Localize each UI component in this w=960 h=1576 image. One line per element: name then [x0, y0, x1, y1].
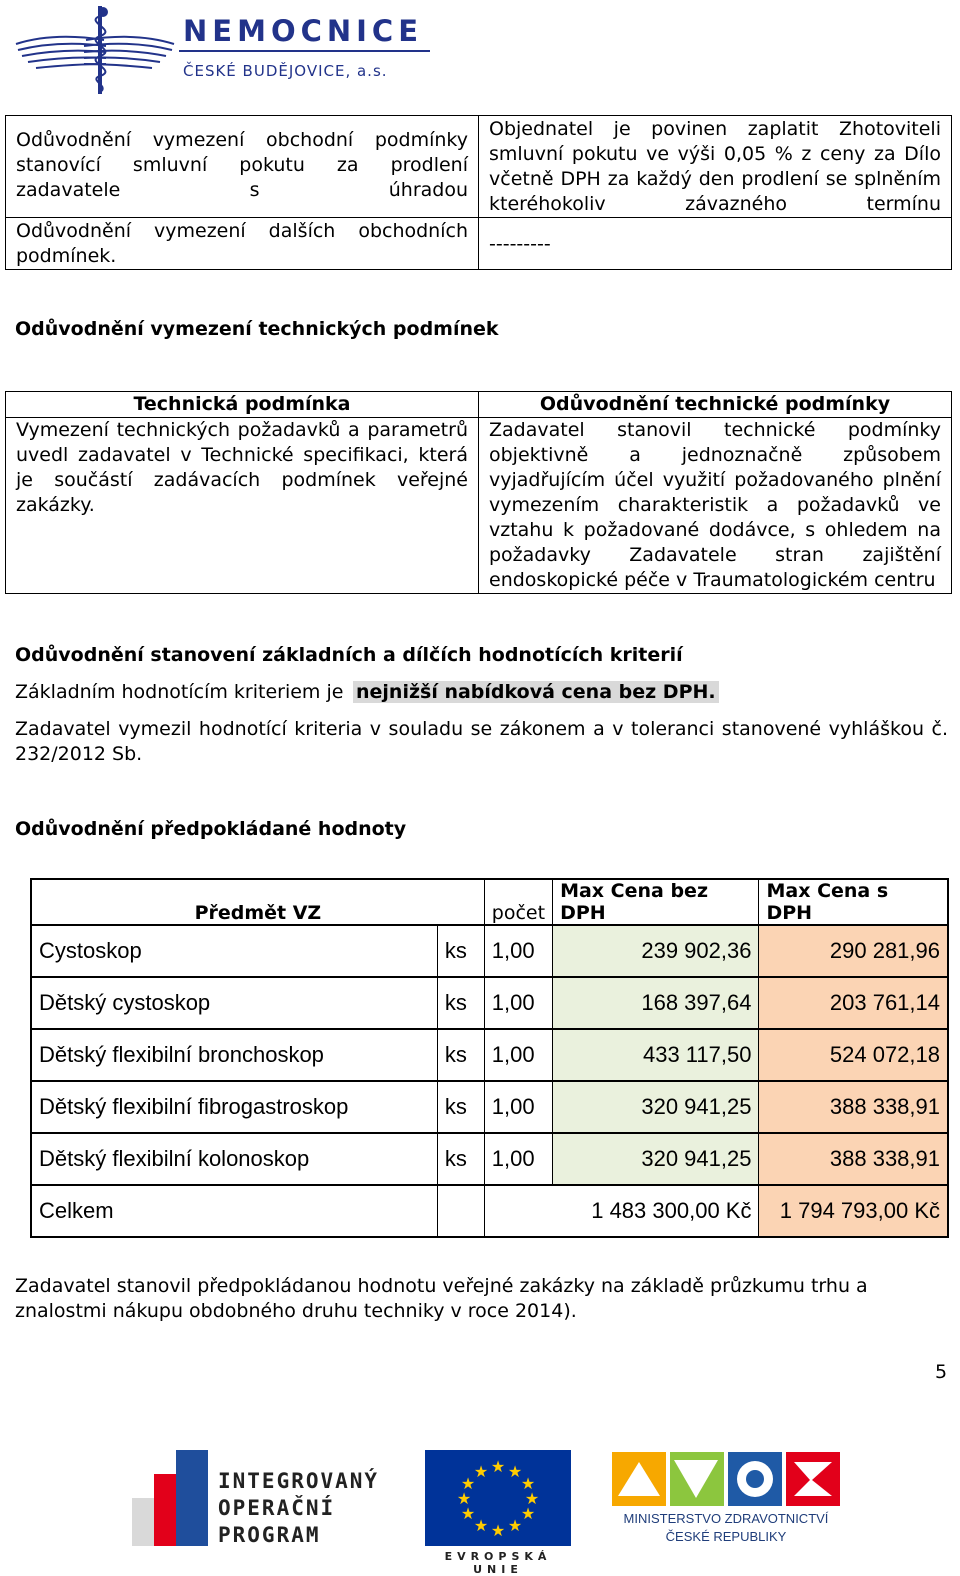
table-row — [31, 925, 948, 977]
iop-line1: INTEGROVANÝ — [218, 1469, 380, 1493]
total-unit-empty — [437, 1185, 484, 1237]
svg-text:★: ★ — [460, 1474, 476, 1493]
criteria-line2: Zadavatel vymezil hodnotící kriteria v souladu se zákonem a v toleranci stanovené vyhláškou č. 232/2012 Sb. — [15, 718, 948, 765]
ministry-line1: MINISTERSTVO ZDRAVOTNICTVÍ — [623, 1511, 829, 1526]
item-name: Dětský cystoskop — [31, 977, 437, 1029]
svg-text:★: ★ — [460, 1504, 476, 1523]
page-number: 5 — [935, 1361, 948, 1383]
item-price-with-vat: 203 761,14 — [759, 977, 948, 1029]
svg-text:★: ★ — [507, 1516, 523, 1535]
item-price-without-vat: 320 941,25 — [553, 1133, 759, 1185]
logo-title: NEMOCNICE — [183, 14, 424, 48]
table-row — [31, 1081, 948, 1133]
item-unit: ks — [437, 1029, 484, 1081]
item-count: 1,00 — [484, 1081, 552, 1133]
technical-col1-header: Technická podmínka — [6, 392, 479, 418]
header-max-with-vat: Max Cena s DPH — [759, 879, 948, 925]
total-with-vat: 1 794 793,00 Kč — [759, 1185, 948, 1237]
item-unit: ks — [437, 977, 484, 1029]
item-unit: ks — [437, 1081, 484, 1133]
item-count: 1,00 — [484, 977, 552, 1029]
svg-text:★: ★ — [456, 1489, 472, 1508]
total-label: Celkem — [31, 1185, 437, 1237]
technical-heading: Odůvodnění vymezení technických podmínek — [15, 318, 499, 340]
item-price-with-vat: 388 338,91 — [759, 1081, 948, 1133]
eu-flag-icon — [425, 1450, 571, 1550]
penalty-value: Objednatel je povinen zaplatit Zhotoviteli smluvní pokutu ve výši 0,05 % z ceny za Dílo včetně DPH za každý den prodlení se splněním kteréhokoliv závazného termínu — [479, 116, 952, 218]
svg-text:★: ★ — [520, 1474, 536, 1493]
item-price-with-vat: 290 281,96 — [759, 925, 948, 977]
item-name: Dětský flexibilní bronchoskop — [31, 1029, 437, 1081]
item-price-without-vat: 320 941,25 — [553, 1081, 759, 1133]
iop-line3: PROGRAM — [218, 1523, 321, 1547]
ministry-line2: ČESKÉ REPUBLIKY — [665, 1529, 787, 1544]
item-price-with-vat: 524 072,18 — [759, 1029, 948, 1081]
penalty-label: Odůvodnění vymezení obchodní podmínky stanovící smluvní pokutu za prodlení zadavatele s úhradou — [6, 116, 479, 218]
total-row — [31, 1185, 948, 1237]
iop-bars-icon — [132, 1450, 212, 1550]
table-row — [31, 977, 948, 1029]
eu-text: EVROPSKÁ UNIE — [444, 1550, 552, 1576]
ministry-logo — [612, 1452, 840, 1552]
other-conditions-label: Odůvodnění vymezení dalších obchodních podmínek. — [6, 218, 479, 270]
technical-condition-text: Vymezení technických požadavků a parametrů uvedl zadavatel v Technické specifikaci, která je součástí zadávacích podmínek veřejné zakázky. — [6, 418, 479, 594]
iop-logo — [132, 1450, 392, 1550]
technical-justification-text: Zadavatel stanovil technické podmínky objektivně a jednoznačně způsobem vyjadřujícím účel využití požadovaného plnění vymezením charakteristik a požadavků ve vztahu k požadované dodávce, s ohledem na požadavky Zadavatele stran zajištění endoskopické péče v Traumatologickém centru — [479, 418, 952, 594]
item-count: 1,00 — [484, 1029, 552, 1081]
item-price-without-vat: 239 902,36 — [553, 925, 759, 977]
other-conditions-value: --------- — [479, 218, 952, 270]
svg-text:★: ★ — [524, 1489, 540, 1508]
estimate-table — [30, 878, 949, 1238]
svg-text:★: ★ — [507, 1462, 523, 1481]
contract-conditions-table — [5, 115, 952, 270]
header-subject: Předmět VZ — [31, 879, 484, 925]
header-count: počet — [484, 879, 552, 925]
technical-table — [5, 391, 952, 594]
total-without-vat: 1 483 300,00 Kč — [484, 1185, 759, 1237]
item-count: 1,00 — [484, 925, 552, 977]
criteria-line1-prefix: Základním hodnotícím kriteriem je — [15, 681, 344, 703]
item-unit: ks — [437, 1133, 484, 1185]
ministry-emblem-icon — [612, 1452, 840, 1512]
item-price-with-vat: 388 338,91 — [759, 1133, 948, 1185]
item-price-without-vat: 433 117,50 — [553, 1029, 759, 1081]
iop-line2: OPERAČNÍ — [218, 1496, 336, 1520]
item-unit: ks — [437, 925, 484, 977]
criteria-heading: Odůvodnění stanovení základních a dílčích hodnotících kriterií — [15, 644, 683, 666]
svg-text:★: ★ — [490, 1521, 506, 1540]
item-name: Cystoskop — [31, 925, 437, 977]
item-count: 1,00 — [484, 1133, 552, 1185]
item-name: Dětský flexibilní kolonoskop — [31, 1133, 437, 1185]
estimate-table-header — [31, 879, 948, 925]
svg-text:★: ★ — [490, 1457, 506, 1476]
estimate-note: Zadavatel stanovil předpokládanou hodnotu veřejné zakázky na základě průzkumu trhu a znalostmi nákupu obdobného druhu techniky v roce 2014). — [15, 1275, 868, 1322]
technical-col2-header: Odůvodnění technické podmínky — [479, 392, 952, 418]
item-name: Dětský flexibilní fibrogastroskop — [31, 1081, 437, 1133]
estimate-heading: Odůvodnění předpokládané hodnoty — [15, 818, 407, 840]
criteria-value-highlight: nejnižší nabídková cena bez DPH. — [353, 681, 719, 703]
header-max-without-vat: Max Cena bez DPH — [553, 879, 759, 925]
table-row — [31, 1029, 948, 1081]
table-row — [31, 1133, 948, 1185]
criteria-line1-value — [353, 680, 719, 705]
svg-text:★: ★ — [473, 1516, 489, 1535]
svg-text:★: ★ — [520, 1504, 536, 1523]
item-price-without-vat: 168 397,64 — [553, 977, 759, 1029]
svg-text:★: ★ — [473, 1462, 489, 1481]
eu-logo — [425, 1450, 571, 1576]
logo-subtitle: ČESKÉ BUDĚJOVICE, a.s. — [183, 62, 388, 80]
